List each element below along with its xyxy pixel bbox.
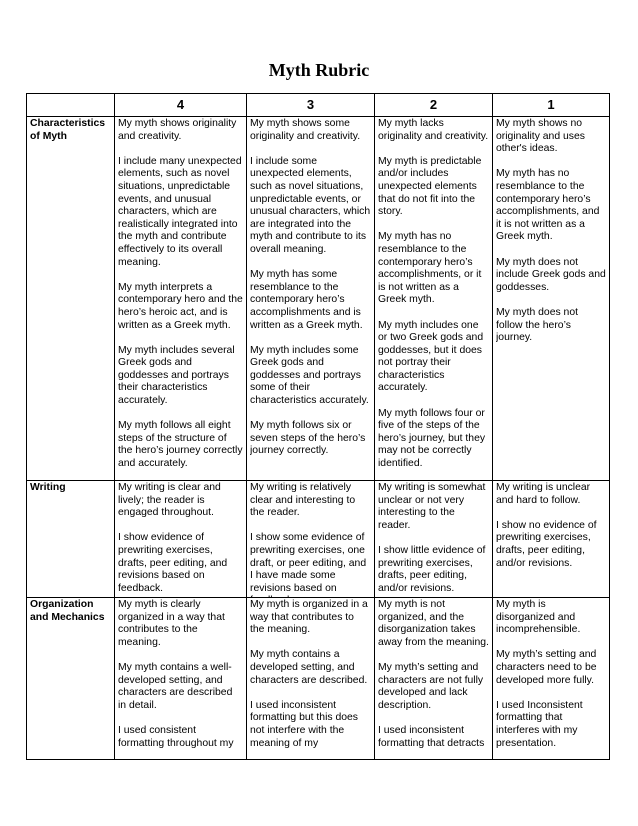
cell-paragraph: My writing is relatively clear and interesting to the reader. [250, 482, 356, 519]
cell-writing-3 [247, 481, 375, 598]
cell-paragraph: My myth has some resemblance to the contemporary hero’s accomplishments and is written as a Greek myth. [250, 269, 363, 331]
header-cell-score-2: 2 [375, 94, 493, 117]
header-cell-score-1: 1 [493, 94, 610, 117]
cell-paragraph: My myth is disorganized and incomprehensible. [496, 599, 581, 636]
cell-paragraph: My myth follows all eight steps of the structure of the hero’s journey correctly and accurately. [118, 420, 243, 470]
cell-characteristics-1 [493, 117, 610, 481]
cell-organization-1 [493, 598, 610, 760]
cell-paragraph: I used consistent formatting throughout my [118, 724, 234, 749]
cell-paragraph: I show evidence of prewriting exercises, drafts, peer editing, and revisions based on feedback. [118, 532, 228, 594]
cell-paragraph: I show no evidence of prewriting exercises, drafts, peer editing, and/or revisions. [496, 519, 597, 569]
row-label-characteristics [27, 117, 115, 481]
cell-paragraph: I show some evidence of prewriting exercises, one draft, or peer editing, and I have made some revisions based on [250, 532, 367, 594]
cell-paragraph: My myth has no resemblance to the contemporary hero’s accomplishments, or it is not written as a Greek myth. [378, 231, 482, 306]
cell-paragraph: My writing is clear and lively; the reader is engaged throughout. [118, 482, 221, 519]
cell-organization-3 [247, 598, 375, 760]
cell-paragraph: I include some unexpected elements, such as novel situations, unpredictable events, or unusual characters, which are integrated into the myth and contribute to its overall meaning. [250, 155, 371, 255]
cell-paragraph: My myth’s setting and characters are not fully developed and lack description. [378, 661, 484, 711]
cell-paragraph: I include many unexpected elements, such as novel situations, unpredictable events, and unusual characters, which are realistically integrated into the myth and contribute effectively to its overall meaning. [118, 155, 242, 268]
cell-characteristics-2 [375, 117, 493, 481]
cell-writing-1 [493, 481, 610, 598]
cell-paragraph: My writing is unclear and hard to follow. [496, 482, 591, 506]
cell-paragraph: My myth is organized in a way that contributes to the meaning. [250, 599, 368, 636]
row-label-text: Writing [30, 482, 66, 493]
page-title: Myth Rubric [268, 60, 370, 80]
cell-paragraph: My myth shows some originality and creativity. [250, 118, 361, 142]
cell-writing-4 [115, 481, 247, 598]
cell-paragraph: My myth lacks originality and creativity. [378, 118, 489, 142]
cell-paragraph: My myth includes one or two Greek gods and goddesses, but it does not portray their characteristics accurately. [378, 319, 484, 394]
cell-characteristics-4 [115, 117, 247, 481]
cell-paragraph: My myth shows originality and creativity. [118, 118, 237, 142]
cell-paragraph: My myth includes some Greek gods and goddesses and portrays some of their characteristics accurately. [250, 344, 369, 407]
table-row-organization [27, 598, 610, 760]
cell-paragraph: My myth has no resemblance to the contemporary hero’s accomplishments, and it is not written as a Greek myth. [496, 168, 600, 243]
cell-paragraph: My myth shows no originality and uses other's ideas. [496, 118, 585, 155]
cell-paragraph: I used inconsistent formatting that detracts [378, 724, 485, 749]
cell-paragraph: My myth is clearly organized in a way that contributes to the meaning. [118, 599, 225, 648]
cell-paragraph: My myth does not include Greek gods and goddesses. [496, 256, 606, 293]
cell-paragraph: My myth follows six or seven steps of the hero’s journey correctly. [250, 420, 366, 457]
cell-organization-2 [375, 598, 493, 760]
cell-paragraph: My myth is not organized, and the disorganization takes away from the meaning. [378, 599, 489, 648]
row-label-text: Characteristics of Myth [30, 118, 106, 142]
cell-paragraph: My myth is predictable and/or includes unexpected elements that do not fit into the story. [378, 155, 482, 218]
header-cell-score-4: 4 [115, 94, 247, 117]
cell-paragraph: My writing is somewhat unclear or not very interesting to the reader. [378, 482, 486, 531]
header-cell-blank [27, 94, 115, 117]
cell-paragraph: My myth contains a developed setting, and characters are described. [250, 649, 368, 686]
cell-paragraph: My myth does not follow the hero’s journey. [496, 306, 579, 344]
cell-paragraph: I used Inconsistent formatting that interferes with my presentation. [496, 699, 583, 749]
cell-paragraph: My myth contains a well-developed setting, and characters are described in detail. [118, 661, 233, 711]
header-row [27, 94, 610, 117]
cell-paragraph: I used inconsistent formatting but this does not interfere with the meaning of my [250, 699, 359, 749]
header-cell-score-3: 3 [247, 94, 375, 117]
cell-paragraph: My myth interprets a contemporary hero and the hero’s heroic act, and is written as a Greek myth. [118, 281, 243, 331]
cell-writing-2 [375, 481, 493, 598]
cell-paragraph: My myth includes several Greek gods and goddesses and portrays their characteristics accurately. [118, 344, 235, 407]
cell-paragraph: My myth follows four or five of the steps of the hero’s journey, but they may not be correctly identified. [378, 407, 486, 470]
table-row-characteristics [27, 117, 610, 481]
row-label-writing [27, 481, 115, 598]
cell-paragraph: My myth’s setting and characters need to be developed more fully. [496, 649, 597, 686]
row-label-organization [27, 598, 115, 760]
cell-organization-4 [115, 598, 247, 760]
cell-paragraph: I show little evidence of prewriting exercises, drafts, peer editing, and/or revisions. [378, 544, 486, 594]
row-label-text: Organization and Mechanics [30, 599, 105, 623]
rubric-table [26, 93, 610, 760]
cell-characteristics-3 [247, 117, 375, 481]
table-row-writing [27, 481, 610, 598]
